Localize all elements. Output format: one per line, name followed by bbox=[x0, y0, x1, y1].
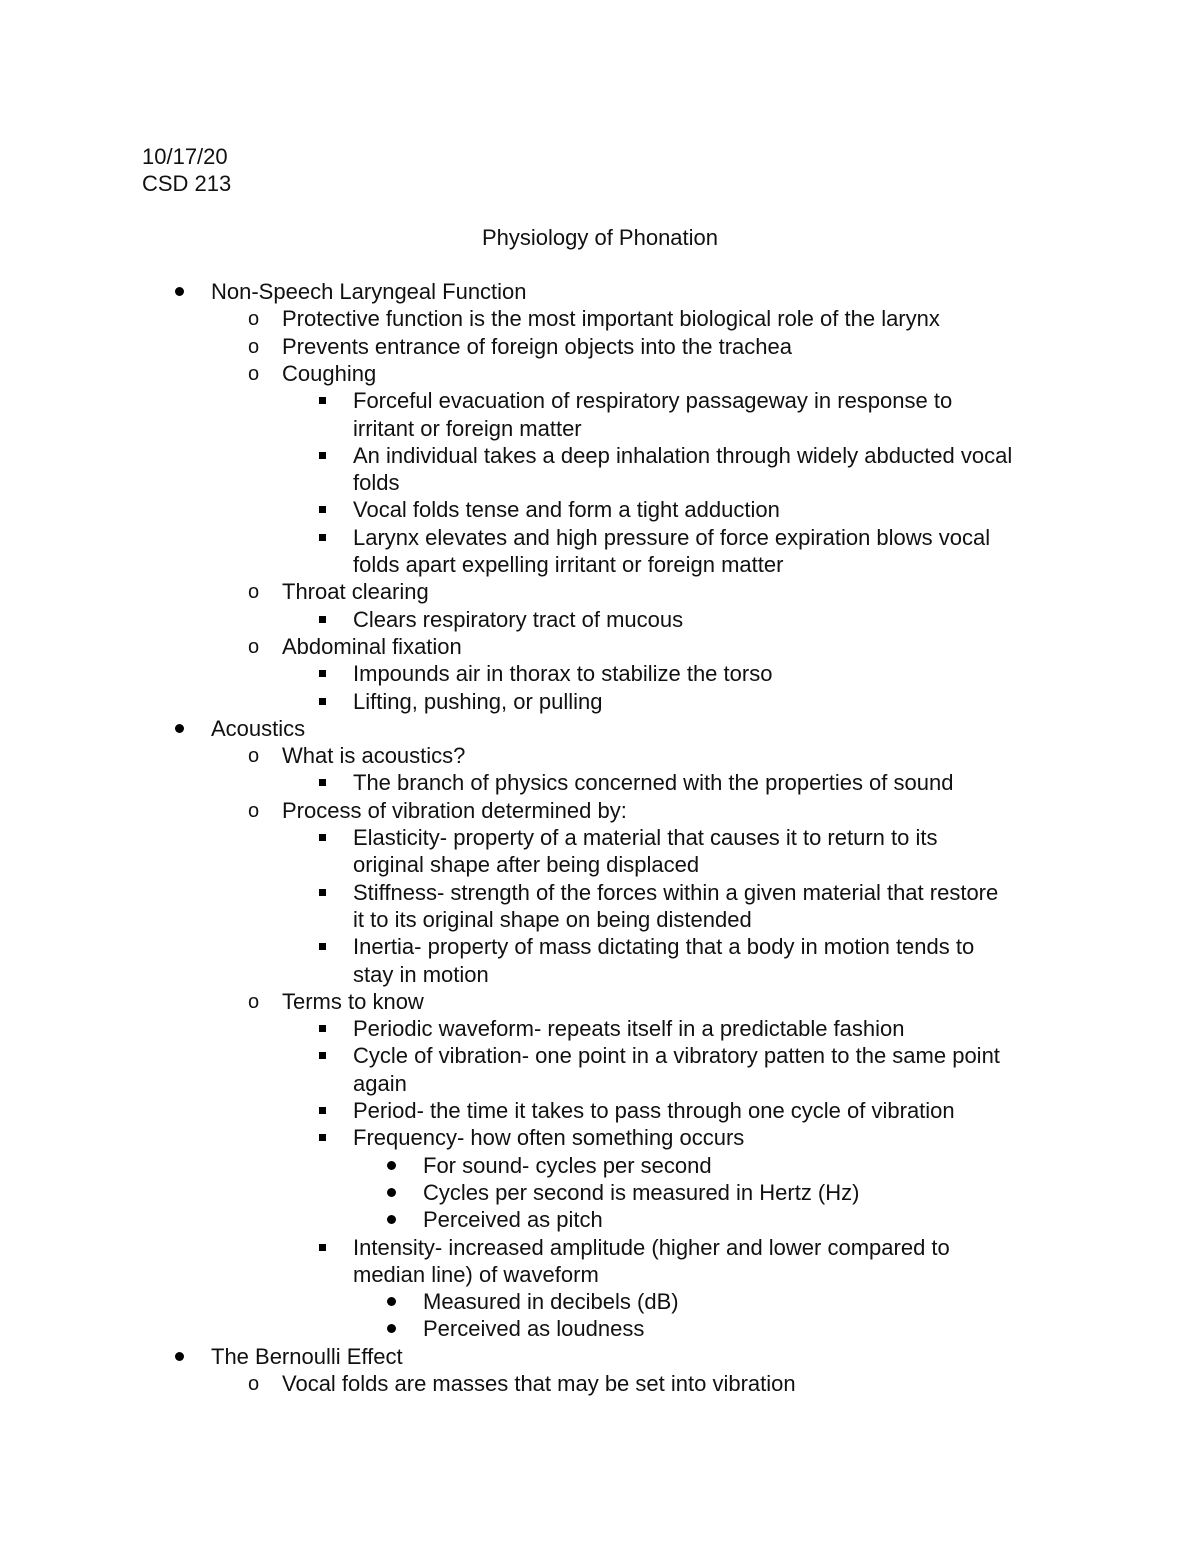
square-bullet-icon bbox=[319, 889, 326, 896]
outline-item-text: Abdominal fixation bbox=[282, 633, 462, 659]
outline-item-text: Measured in decibels (dB) bbox=[423, 1289, 679, 1315]
page-title: Physiology of Phonation bbox=[481, 225, 719, 250]
square-bullet-icon bbox=[319, 698, 326, 705]
hollow-o-bullet-icon: o bbox=[248, 799, 260, 822]
square-bullet-icon bbox=[319, 1025, 326, 1032]
square-bullet-icon bbox=[319, 670, 326, 677]
square-bullet-icon bbox=[319, 779, 326, 786]
hollow-o-bullet-icon: o bbox=[248, 308, 260, 331]
filled-circle-bullet-icon bbox=[175, 1352, 184, 1361]
outline-item-text: Period- the time it takes to pass through one cycle of vibration bbox=[353, 1098, 955, 1123]
outline-item-text: The Bernoulli Effect bbox=[211, 1343, 403, 1369]
square-bullet-icon bbox=[319, 943, 326, 950]
hollow-o-bullet-icon: o bbox=[248, 990, 260, 1013]
filled-circle-bullet-icon bbox=[387, 1188, 396, 1197]
square-bullet-icon bbox=[319, 1052, 326, 1059]
outline-item-text: Protective function is the most important biological role of the larynx bbox=[282, 306, 940, 332]
square-bullet-icon bbox=[319, 834, 326, 841]
outline-item-text: The branch of physics concerned with the properties of sound bbox=[353, 770, 954, 796]
filled-circle-bullet-icon bbox=[387, 1297, 396, 1306]
outline-item-text: Acoustics bbox=[211, 715, 306, 741]
filled-circle-bullet-icon bbox=[387, 1215, 396, 1224]
outline-item-text: Terms to know bbox=[282, 988, 424, 1014]
outline-item-text: An individual takes a deep inhalation through widely abducted vocal bbox=[353, 442, 1013, 468]
square-bullet-icon bbox=[319, 1107, 326, 1114]
square-bullet-icon bbox=[319, 1134, 326, 1141]
square-bullet-icon bbox=[319, 397, 326, 404]
outline-item-text: Perceived as pitch bbox=[423, 1207, 603, 1233]
outline-item-continuation: irritant or foreign matter bbox=[353, 415, 582, 441]
outline-item-text: Frequency- how often something occurs bbox=[353, 1125, 745, 1151]
course-code: CSD 213 bbox=[142, 171, 232, 196]
outline-item-text: Impounds air in thorax to stabilize the torso bbox=[353, 661, 773, 687]
outline-item-text: Forceful evacuation of respiratory passageway in response to bbox=[353, 388, 953, 414]
outline-item-text: Periodic waveform- repeats itself in a predictable fashion bbox=[353, 1016, 905, 1042]
outline-item-text: For sound- cycles per second bbox=[423, 1152, 712, 1178]
outline-item-text: Elasticity- property of a material that causes it to return to its bbox=[353, 825, 938, 850]
outline-item-text: Larynx elevates and high pressure of force expiration blows vocal bbox=[353, 524, 991, 550]
filled-circle-bullet-icon bbox=[175, 287, 184, 296]
hollow-o-bullet-icon: o bbox=[248, 745, 260, 768]
outline-item-text: Throat clearing bbox=[282, 579, 429, 605]
hollow-o-bullet-icon: o bbox=[248, 635, 260, 658]
outline-item-text: Inertia- property of mass dictating that a body in motion tends to bbox=[353, 934, 975, 960]
filled-circle-bullet-icon bbox=[387, 1324, 396, 1333]
outline-item-text: Perceived as loudness bbox=[423, 1316, 645, 1342]
filled-circle-bullet-icon bbox=[175, 724, 184, 733]
hollow-o-bullet-icon: o bbox=[248, 581, 260, 604]
outline-item-text: Clears respiratory tract of mucous bbox=[353, 606, 684, 632]
outline-item-text: Vocal folds tense and form a tight adduction bbox=[353, 497, 780, 523]
outline-item-text: What is acoustics? bbox=[282, 743, 466, 769]
square-bullet-icon bbox=[319, 616, 326, 623]
hollow-o-bullet-icon: o bbox=[248, 1373, 260, 1395]
outline-item-continuation: it to its original shape on being distended bbox=[353, 906, 752, 932]
outline-item-text: Stiffness- strength of the forces within a given material that restore bbox=[353, 879, 999, 905]
outline-item-continuation: folds apart expelling irritant or foreign matter bbox=[353, 552, 784, 577]
outline-item-text: Intensity- increased amplitude (higher and lower compared to bbox=[353, 1234, 950, 1260]
outline-item-continuation: original shape after being displaced bbox=[353, 852, 700, 878]
outline-item-text: Process of vibration determined by: bbox=[282, 797, 627, 823]
outline-item-text: Prevents entrance of foreign objects into the trachea bbox=[282, 333, 792, 359]
outline-item-text: Cycles per second is measured in Hertz (Hz) bbox=[423, 1179, 860, 1205]
outline-item-text: Vocal folds are masses that may be set into vibration bbox=[282, 1371, 796, 1396]
hollow-o-bullet-icon: o bbox=[248, 362, 260, 385]
square-bullet-icon bbox=[319, 1244, 326, 1251]
outline-item-text: Non-Speech Laryngeal Function bbox=[211, 279, 527, 304]
date-text: 10/17/20 bbox=[142, 144, 228, 169]
square-bullet-icon bbox=[319, 534, 326, 541]
hollow-o-bullet-icon: o bbox=[248, 335, 260, 358]
square-bullet-icon bbox=[319, 452, 326, 459]
outline-item-text: Coughing bbox=[282, 360, 377, 386]
outline-item-continuation: again bbox=[353, 1070, 407, 1096]
outline-item-continuation: median line) of waveform bbox=[353, 1261, 599, 1287]
outline-item-continuation: stay in motion bbox=[353, 961, 489, 987]
outline-item-text: Lifting, pushing, or pulling bbox=[353, 688, 603, 714]
outline-item-text: Cycle of vibration- one point in a vibratory patten to the same point bbox=[353, 1043, 1000, 1069]
filled-circle-bullet-icon bbox=[387, 1161, 396, 1170]
square-bullet-icon bbox=[319, 506, 326, 513]
outline-item-continuation: folds bbox=[353, 470, 400, 496]
